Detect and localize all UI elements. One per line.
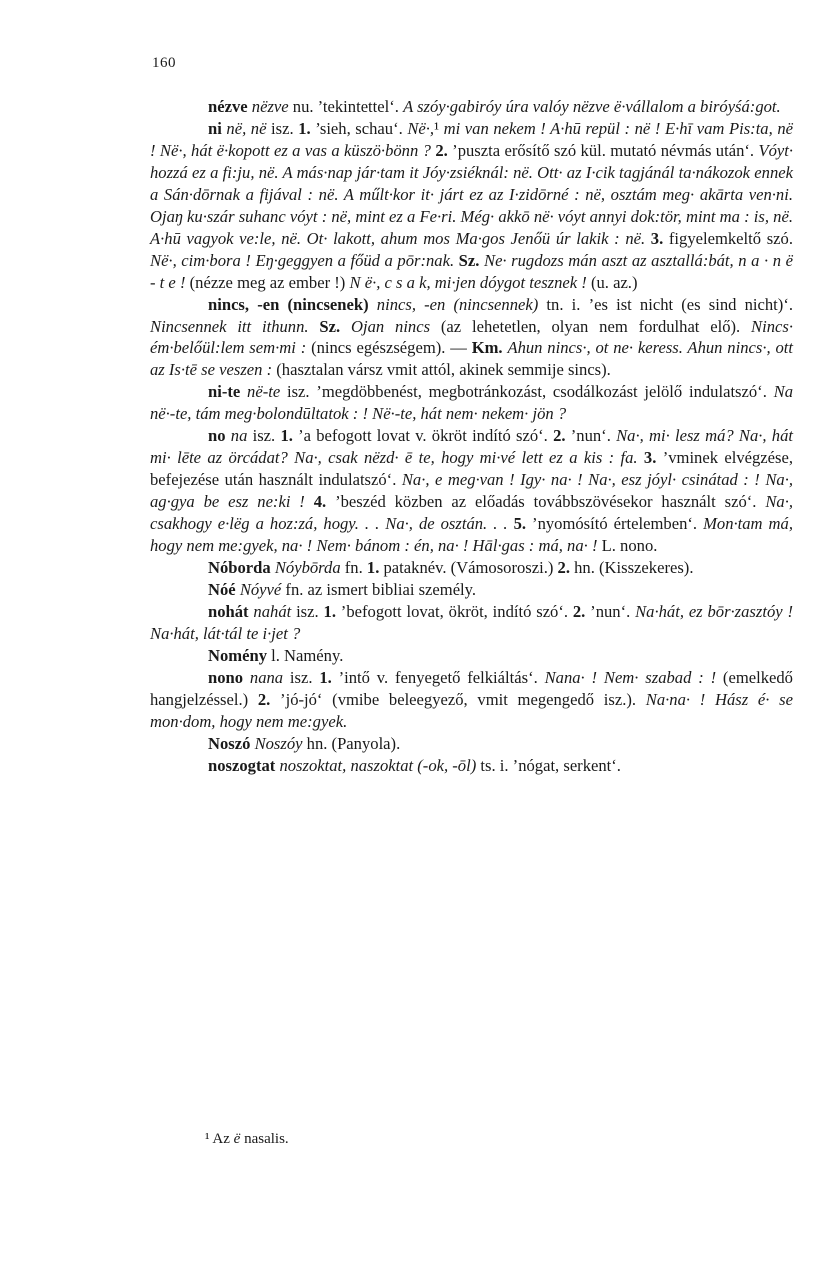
dictionary-entry: Nóé Nóyvé fn. az ismert bibliai személy. [208,579,477,599]
dictionary-entry: Noszó Noszóy hn. (Panyola). [208,733,401,753]
dictionary-entry: Nóborda Nóybōrda fn. 1. pataknév. (Vámosoroszi.) 2. hn. (Kisszekeres). [208,558,694,578]
dictionary-entry: ni-te në-te isz. ’megdöbbenést, megbotránkozást, csodálkozást jelölő indulatszó‘. Na në·-te, tám meg·bolondūltatok : ! Në·-te, hát nem· nekem· jön ? [150,382,793,424]
dictionary-text-column [150,96,793,777]
dictionary-entry: nono nana isz. 1. ’intő v. fenyegető felkiáltás‘. Nana· ! Nem· szabad : ! (emelkedő hangjelzéssel.) 2. ’jó-jó‘ (vmibe beleegyező, vmit megengedő isz.). Na·na· ! Hász é· se mon·dom, hogy nem me:gyek. [150,667,793,731]
dictionary-entry: nohát nahát isz. 1. ’befogott lovat, ökröt, indító szó‘. 2. ’nun‘. Na·hát, ez bōr·zasztóy ! Na·hát, lát·tál te i·jet ? [150,601,793,643]
dictionary-entry: Nomény l. Namény. [208,645,344,665]
page-number: 160 [152,55,176,71]
dictionary-entry: nincs, -en (nincsenek) nincs, -en (nincsennek) tn. i. ’es ist nicht (es sind nicht)‘. Nincsennek itt ithunn. Sz. Ojan nincs (az lehetetlen, olyan nem fordulhat elő). Nincs· ém·belőül:lem sem·mi : (nincs egészségem). — Km. Ahun nincs·, ot ne· keress. Ahun nincs·, ott az Is·tē se veszen : (hasztalan vársz vmit attól, akinek semmije sincs). [150,294,793,380]
dictionary-entry: no na isz. 1. ’a befogott lovat v. ökröt indító szó‘. 2. ’nun‘. Na·, mi· lesz má? Na·, hát mi· lēte az örcádat? Na·, csak nëzd· ē te, hogy mi·vé lett ez a kis : fa. 3. ’vminek elvégzése, befejezése után használt indulatszó‘. Na·, e meg·van ! Igy· na· ! Na·, esz jóyl· csinátad : ! Na·, ag·gya be esz ne:ki ! 4. ’beszéd közben az előadás továbbszövésekor használt szó‘. Na·, csakhogy e·lëg a hoz:zá, hogy. . . Na·, de osztán. . . 5. ’nyomósító értelemben‘. Mon·tam má, hogy nem me:gyek, na· ! Nem· bánom : én, na· ! Hāl·gas : má, na· ! L. nono. [150,426,794,556]
dictionary-entry: nézve nëzve nu. ’tekintettel‘. A szóy·gabiróy úra valóy nëzve ë·vállalom a biróyśá:got. [208,97,781,116]
dictionary-entry: noszogtat noszoktat, naszoktat (-ok, -ōl) ts. i. ’nógat, serkent‘. [208,755,621,775]
dictionary-entry: ni në, në isz. 1. ’sieh, schau‘. Në·,¹ mi van nekem ! A·hū repül : në ! E·hī vam Pis:ta, në ! Në·, hát ë·kopott ez a vas a küszö·bönn ? 2. ’puszta erősítő szó kül. mutató névmás után‘. Vóyt· hozzá ez a fi:ju, në. A más·nap jár·tam it Jóy·zsiéknál: në. Ott· az I·cik tagjánál ta·nákozok ennek a Sán·dōrnak a fijával : në. A műlt·kor it· járt ez az I·zidōrné : në, osztám meg· akārta ven·ni. Ojaŋ ku·szár suhanc vóyt : në, mint ez a Fe·ri. Még· akkō në· vóyt annyi dok:tör, mint ma : is, në. A·hū vagyok ve:le, në. Ot· lakott, ahum mos Ma·gos Jenőü úr lakik : në. 3. figyelemkeltő szó. Në·, cim·bora ! Eŋ·geggyen a főüd a pōr:nak. Sz. Ne· rugdozs mán aszt az asztallá:bát, n a · n ë - t e ! (nézze meg az ember !) N ë·, c s a k, mi·jen dóygot tesznek ! (u. az.) [150,118,793,292]
footnote: ¹ Az ë nasalis. [205,1131,289,1147]
